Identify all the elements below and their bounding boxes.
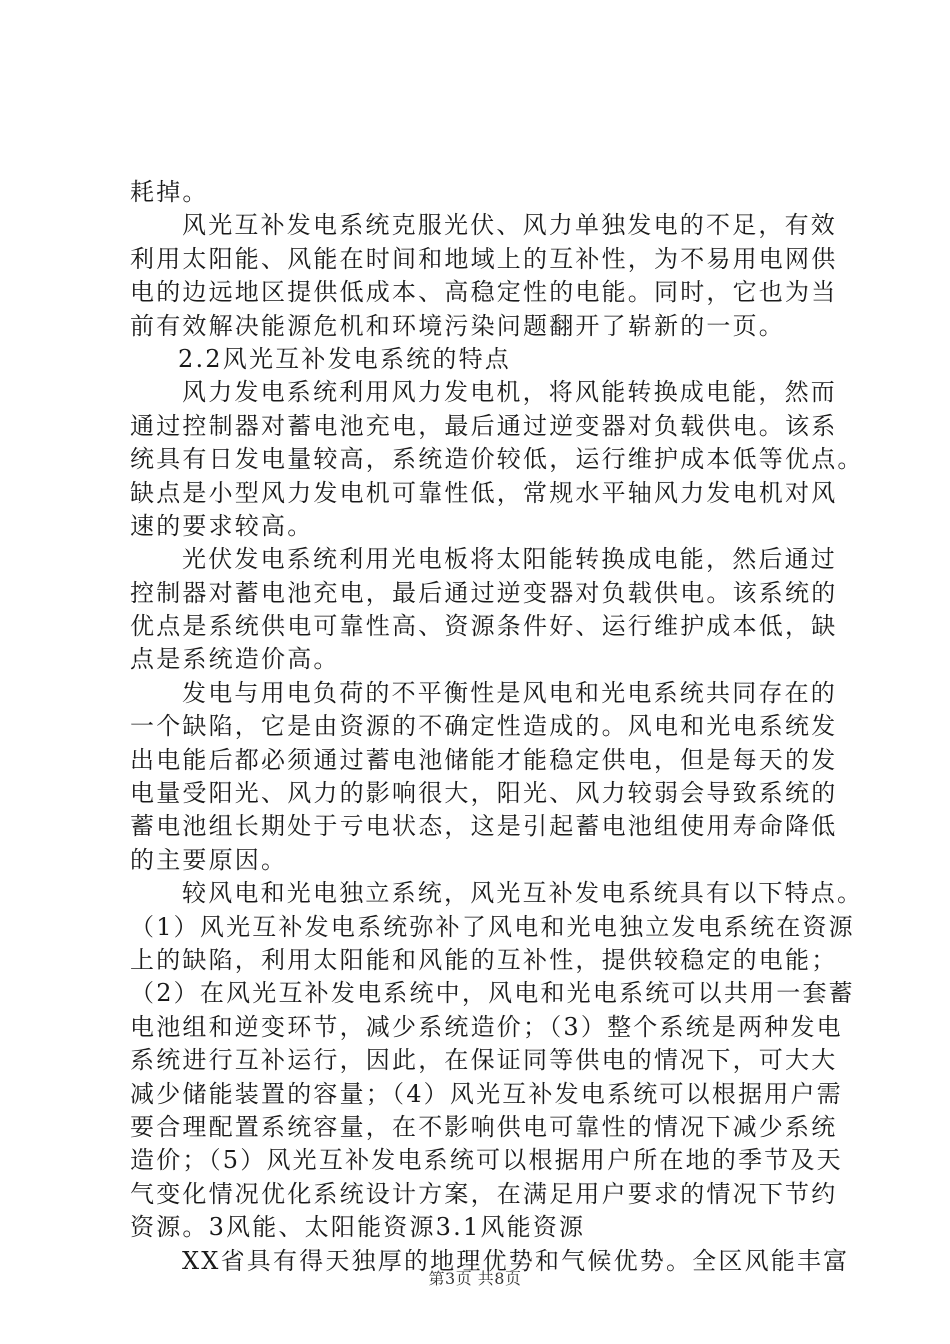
paragraph-start-line: 风光互补发电系统克服光伏、风力单独发电的不足，有效 <box>182 211 837 240</box>
text-line: 利用太阳能、风能在时间和地域上的互补性，为不易用电网供 <box>130 244 838 273</box>
text-line: 系统进行互补运行，因此，在保证同等供电的情况下，可大大 <box>130 1046 838 1075</box>
section-heading: 2.2风光互补发电系统的特点 <box>178 344 511 373</box>
text-line: 电量受阳光、风力的影响很大，阳光、风力较弱会导致系统的 <box>130 779 838 808</box>
paragraph-start-line: 发电与用电负荷的不平衡性是风电和光电系统共同存在的 <box>182 678 837 707</box>
text-line: 点是系统造价高。 <box>130 645 340 674</box>
text-line: 缺点是小型风力发电机可靠性低，常规水平轴风力发电机对风 <box>130 478 838 507</box>
body-text <box>130 176 864 1278</box>
paragraph-start-line: XX省具有得天独厚的地理优势和气候优势。全区风能丰富 <box>182 1246 850 1275</box>
text-line: 电的边远地区提供低成本、高稳定性的电能。同时，它也为当 <box>130 278 838 307</box>
page-number-label: 第3页 共8页 <box>428 1269 522 1288</box>
text-line: 优点是系统供电可靠性高、资源条件好、运行维护成本低，缺 <box>130 612 838 641</box>
text-line: 要合理配置系统容量，在不影响供电可靠性的情况下减少系统 <box>130 1112 838 1141</box>
text-line: 统具有日发电量较高，系统造价较低，运行维护成本低等优点。 <box>130 445 864 474</box>
text-line: 资源。3风能、太阳能资源3.1风能资源 <box>130 1213 586 1242</box>
text-line: 前有效解决能源危机和环境污染问题翻开了崭新的一页。 <box>130 311 785 340</box>
page-footer <box>0 1266 950 1289</box>
text-line: 气变化情况优化系统设计方案，在满足用户要求的情况下节约 <box>130 1179 838 1208</box>
text-line: 造价；（5）风光互补发电系统可以根据用户所在地的季节及天 <box>130 1146 843 1175</box>
text-line: 的主要原因。 <box>130 845 288 874</box>
text-line: 蓄电池组长期处于亏电状态，这是引起蓄电池组使用寿命降低 <box>130 812 838 841</box>
paragraph-start-line: 光伏发电系统利用光电板将太阳能转换成电能，然后通过 <box>182 545 837 574</box>
text-line: 减少储能装置的容量；（4）风光互补发电系统可以根据用户需 <box>130 1079 843 1108</box>
text-line: 出电能后都必须通过蓄电池储能才能稳定供电，但是每天的发 <box>130 745 838 774</box>
text-line: （1）风光互补发电系统弥补了风电和光电独立发电系统在资源 <box>130 912 855 941</box>
text-line: 控制器对蓄电池充电，最后通过逆变器对负载供电。该系统的 <box>130 578 838 607</box>
text-line: 电池组和逆变环节，减少系统造价；（3）整个系统是两种发电 <box>130 1012 843 1041</box>
text-line: 速的要求较高。 <box>130 511 314 540</box>
text-line: （2）在风光互补发电系统中，风电和光电系统可以共用一套蓄 <box>130 979 855 1008</box>
text-line: 一个缺陷，它是由资源的不确定性造成的。风电和光电系统发 <box>130 712 838 741</box>
text-line: 耗掉。 <box>130 178 209 206</box>
text-line: 上的缺陷，利用太阳能和风能的互补性，提供较稳定的电能； <box>130 945 838 974</box>
text-line: 通过控制器对蓄电池充电，最后通过逆变器对负载供电。该系 <box>130 411 838 440</box>
paragraph-start-line: 风力发电系统利用风力发电机，将风能转换成电能，然而 <box>182 378 837 407</box>
paragraph-start-line: 较风电和光电独立系统，风光互补发电系统具有以下特点。 <box>182 879 864 908</box>
